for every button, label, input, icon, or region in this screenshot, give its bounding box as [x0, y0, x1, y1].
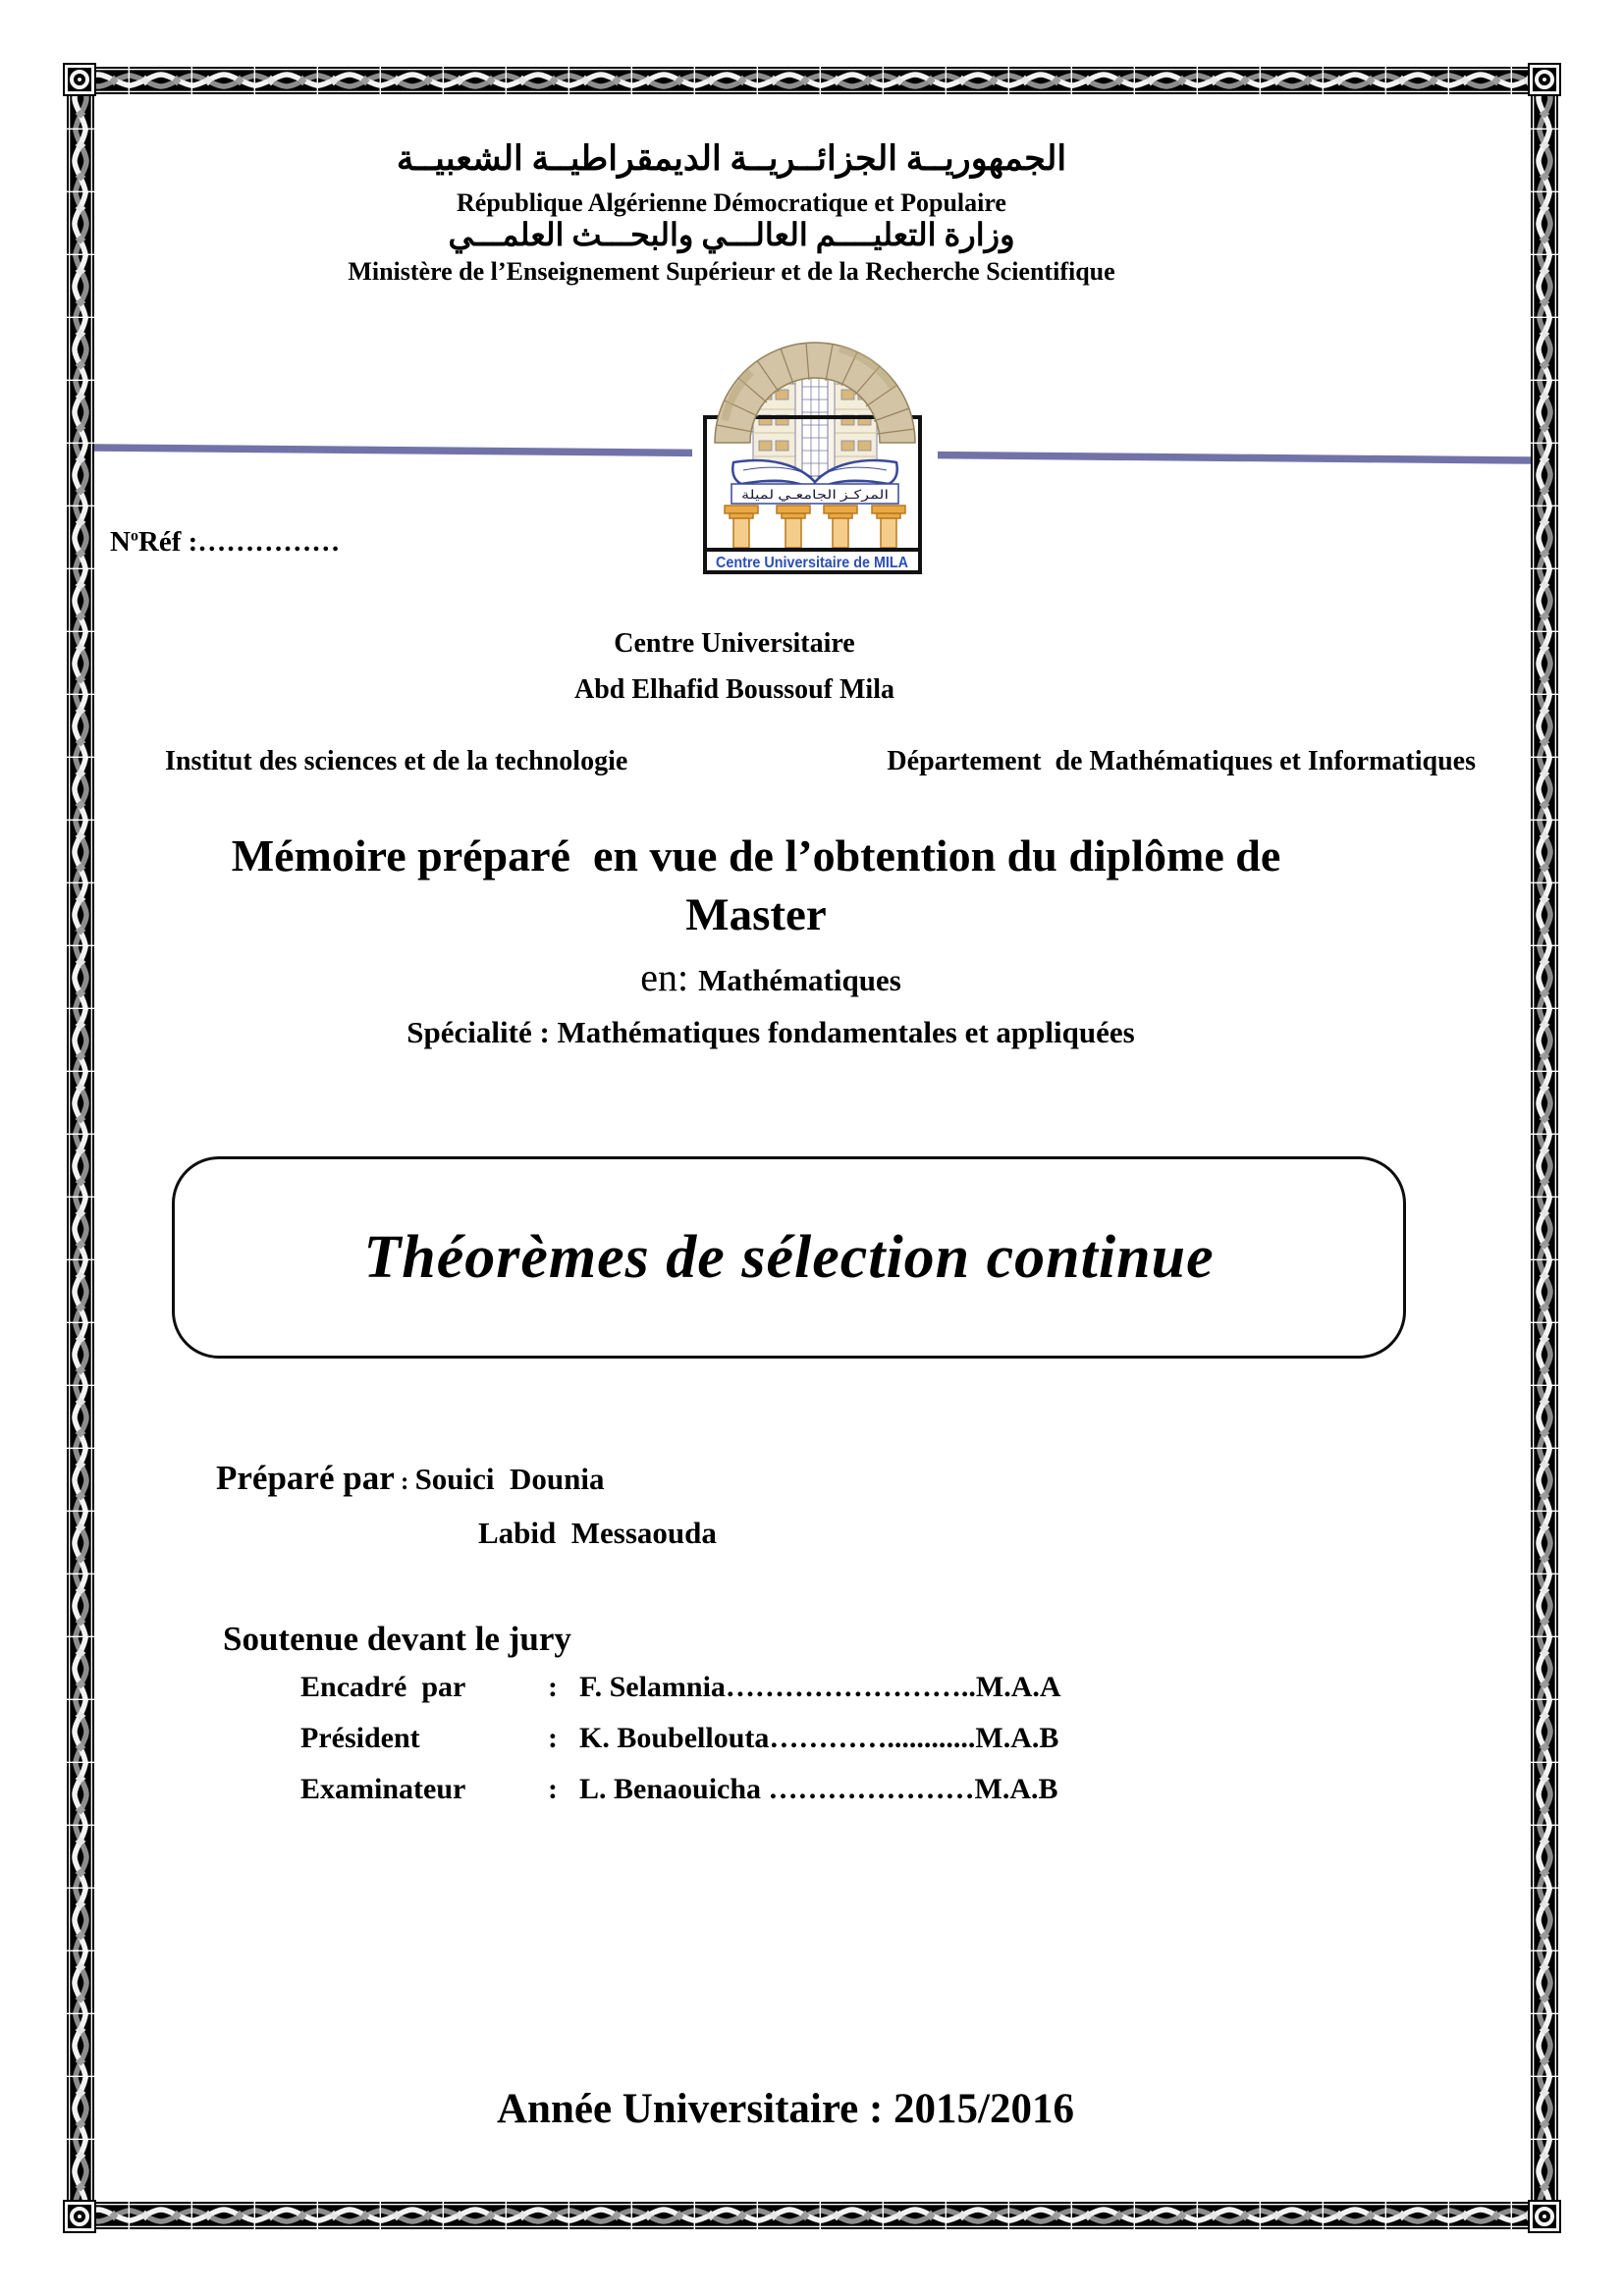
- ref-rest: Réf :……………: [137, 526, 341, 558]
- arabic-ministry-line: وزارة التعليــــم العالـــي والبحـــث العلمـــي: [448, 217, 1015, 252]
- jury-colon: :: [548, 1722, 558, 1754]
- degree-field: Mathématiques: [698, 963, 901, 997]
- institute-name: Institut des sciences et de la technologie: [165, 746, 628, 776]
- thesis-title: Théorèmes de sélection continue: [363, 1223, 1215, 1291]
- arabic-republic-line: الجمهوريــة الجزائــريــة الديمقراطيــة الشعبيــة: [396, 139, 1067, 178]
- university-name-line2: Abd Elhafid Boussouf Mila: [574, 674, 894, 705]
- corner-dot-icon: [78, 2215, 81, 2218]
- author-name-1: Souici Dounia: [414, 1462, 605, 1496]
- university-logo: [692, 327, 938, 584]
- jury-member: K. Boubellouta…………............M.A.B: [579, 1722, 1059, 1754]
- jury-member: F. Selamnia……………………..M.A.A: [579, 1671, 1061, 1703]
- border-corner-bottom-left: [65, 2202, 94, 2231]
- academic-year: Année Universitaire : 2015/2016: [497, 2086, 1074, 2132]
- degree-en-prefix: en:: [640, 955, 689, 999]
- ref-n: N: [110, 526, 131, 558]
- degree-statement-line1: Mémoire préparé en vue de l’obtention du diplôme de: [231, 830, 1281, 881]
- university-name-line1: Centre Universitaire: [614, 628, 855, 659]
- logo-banner-arabic-text: المركـز الجامعـي لميلة: [741, 488, 855, 502]
- prepared-by-line: [216, 1459, 605, 1498]
- jury-row-supervisor: [300, 1671, 1061, 1704]
- corner-dot-icon: [1543, 78, 1546, 81]
- border-corner-bottom-right: [1530, 2202, 1559, 2231]
- jury-colon: :: [548, 1671, 558, 1703]
- ref-sup: o: [130, 527, 138, 545]
- logo-caption-text: Centre Universitaire de MILA: [716, 555, 908, 571]
- affiliation-row: [165, 746, 1476, 777]
- prepared-colon: :: [394, 1468, 415, 1495]
- jury-row-president: [300, 1722, 1058, 1755]
- jury-role: Encadré par: [300, 1671, 466, 1703]
- border-corner-top-left: [65, 65, 94, 94]
- border-pattern-right: [1531, 67, 1558, 2229]
- jury-member: L. Benaouicha …………………M.A.B: [579, 1773, 1058, 1805]
- border-corner-top-right: [1530, 65, 1559, 94]
- author-name-2: Labid Messaouda: [478, 1516, 717, 1550]
- degree-field-line: [0, 954, 1542, 1000]
- degree-specialty: Spécialité : Mathématiques fondamentales et appliquées: [406, 1015, 1135, 1049]
- jury-heading: Soutenue devant le jury: [223, 1620, 571, 1658]
- department-name: Département de Mathématiques et Informatiques: [887, 746, 1476, 776]
- jury-colon: :: [548, 1773, 558, 1805]
- border-pattern-bottom: [67, 2202, 1558, 2229]
- prepared-by-label: Préparé par: [216, 1459, 395, 1497]
- border-pattern-top: [67, 67, 1558, 94]
- reference-number: [110, 526, 340, 559]
- jury-role: Examinateur: [300, 1773, 466, 1805]
- degree-statement-line2: Master: [685, 889, 827, 940]
- thesis-title-box: [172, 1156, 1406, 1359]
- corner-dot-icon: [78, 78, 81, 81]
- ministry-line: Ministère de l’Enseignement Supérieur et de la Recherche Scientifique: [348, 257, 1115, 286]
- republic-line: République Algérienne Démocratique et Populaire: [457, 188, 1006, 217]
- jury-row-examiner: [300, 1773, 1058, 1806]
- jury-role: Président: [300, 1722, 420, 1754]
- border-pattern-left: [67, 67, 94, 2229]
- corner-dot-icon: [1543, 2215, 1546, 2218]
